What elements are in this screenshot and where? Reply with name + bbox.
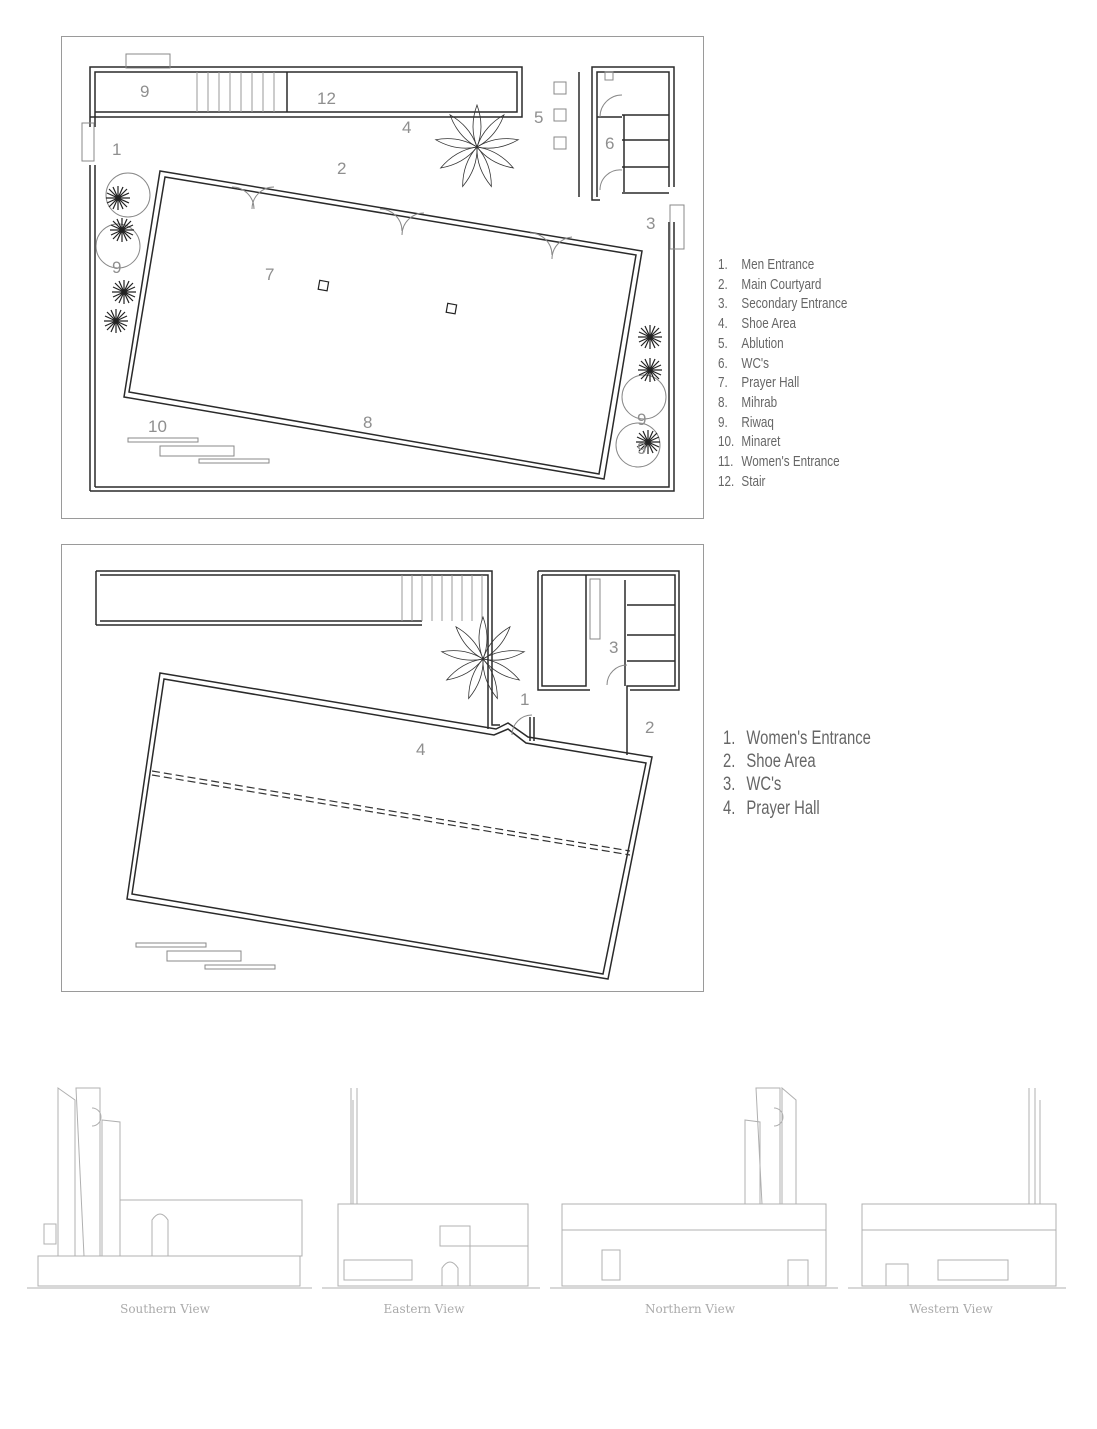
room-number: 4	[402, 118, 412, 137]
room-number: 12	[317, 89, 336, 108]
legend-item: 4. Shoe Area	[718, 315, 797, 333]
legend-item: 10. Minaret	[718, 433, 781, 451]
elevation-title: Southern View	[120, 1302, 210, 1316]
legend-item: 2. Main Courtyard	[718, 275, 822, 293]
elevation-title: Eastern View	[383, 1302, 465, 1316]
room-number: 2	[337, 159, 347, 178]
first-floor-drawing	[62, 545, 703, 991]
room-number: 6	[605, 134, 615, 153]
first-floor-legend	[723, 727, 871, 820]
western-elevation	[848, 1088, 1066, 1288]
room-number: 4	[416, 740, 426, 759]
legend-item: 6. WC's	[718, 354, 769, 372]
legend-item: 8. Mihrab	[718, 393, 778, 411]
legend-item: 7. Prayer Hall	[718, 374, 800, 392]
room-number: 9	[637, 410, 647, 429]
southern-elevation	[27, 1088, 312, 1288]
eastern-elevation	[322, 1088, 540, 1288]
room-number: 9	[637, 439, 647, 458]
room-number: 2	[645, 718, 655, 737]
elevations-drawing	[0, 1060, 1097, 1300]
first-floor-plan	[61, 544, 704, 992]
room-number: 5	[534, 108, 544, 127]
room-number: 3	[646, 214, 656, 233]
legend-item: 4. Prayer Hall	[723, 797, 820, 819]
room-number: 9	[112, 258, 122, 277]
northern-elevation	[550, 1088, 838, 1288]
elevation-title: Northern View	[644, 1302, 736, 1316]
room-number: 7	[265, 265, 275, 284]
legend-item: 3. WC's	[723, 774, 782, 796]
legend-item: 2. Shoe Area	[723, 751, 816, 773]
room-number: 9	[140, 82, 150, 101]
legend-item: 5. Ablution	[718, 334, 784, 352]
elevation-title: Western View	[909, 1302, 993, 1316]
legend-item: 12. Stair	[718, 472, 766, 490]
room-number: 1	[112, 140, 122, 159]
legend-item: 1. Women's Entrance	[723, 728, 871, 749]
legend-item: 3. Secondary Entrance	[718, 295, 848, 313]
legend-item: 9. Riwaq	[718, 413, 774, 431]
room-number: 8	[363, 413, 373, 432]
ground-floor-drawing	[62, 37, 703, 518]
legend-item: 1. Men Entrance	[718, 256, 815, 273]
legend-item: 11. Women's Entrance	[718, 453, 840, 471]
room-number: 1	[520, 690, 530, 709]
room-number: 10	[148, 417, 167, 436]
ground-floor-plan	[61, 36, 704, 519]
ground-floor-legend	[718, 255, 847, 491]
room-number: 3	[609, 638, 619, 657]
